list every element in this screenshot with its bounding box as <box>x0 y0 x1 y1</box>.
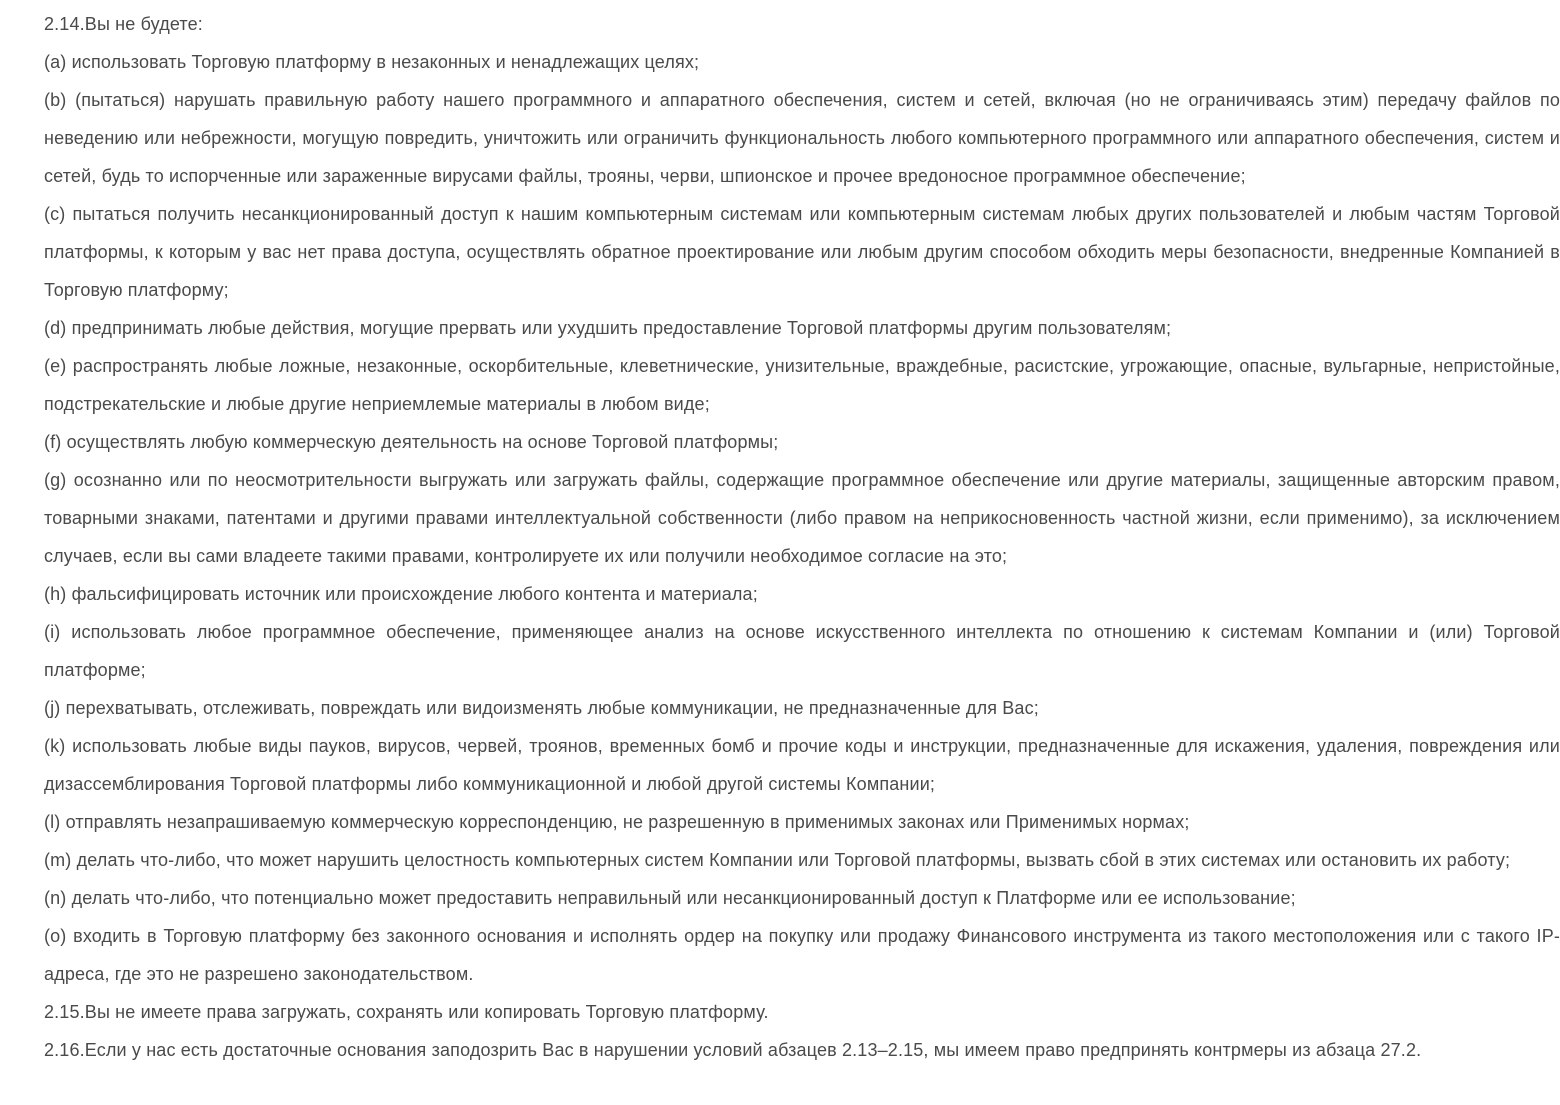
list-item-i: (i) использовать любое программное обеспечение, применяющее анализ на основе искусственного интеллекта по отношению к системам Компании и (или) Торговой платформе; <box>44 622 1560 680</box>
list-item-c: (c) пытаться получить несанкционированный доступ к нашим компьютерным системам или компьютерным системам любых других пользователей и любым частям Торговой платформы, к которым у вас нет права доступа, осуществлять обратное проектирование или любым другим способом обходить меры безопасности, внедренные Компанией в Торговую платформу; <box>44 204 1560 300</box>
list-item-k: (k) использовать любые виды пауков, вирусов, червей, троянов, временных бомб и прочие коды и инструкции, предназначенные для искажения, удаления, повреждения или дизассемблирования Торговой платформы либо коммуникационной и любой другой системы Компании; <box>44 736 1560 794</box>
list-item-m: (m) делать что-либо, что может нарушить целостность компьютерных систем Компании или Торговой платформы, вызвать сбой в этих системах или остановить их работу; <box>44 850 1511 870</box>
list-item-j: (j) перехватывать, отслеживать, повреждать или видоизменять любые коммуникации, не предназначенные для Вас; <box>44 698 1039 718</box>
clause-2-16: 2.16.Если у нас есть достаточные основания заподозрить Вас в нарушении условий абзацев 2.13–2.15, мы имеем право предпринять контрмеры из абзаца 27.2. <box>44 1040 1422 1060</box>
list-item-f: (f) осуществлять любую коммерческую деятельность на основе Торговой платформы; <box>44 432 779 452</box>
list-item-a: (a) использовать Торговую платформу в незаконных и ненадлежащих целях; <box>44 52 700 72</box>
list-item-d: (d) предпринимать любые действия, могущие прервать или ухудшить предоставление Торговой платформы другим пользователям; <box>44 318 1172 338</box>
terms-document <box>44 5 1560 1069</box>
list-item-h: (h) фальсифицировать источник или происхождение любого контента и материала; <box>44 584 758 604</box>
list-item-e: (e) распространять любые ложные, незаконные, оскорбительные, клеветнические, унизительные, враждебные, расистские, угрожающие, опасные, вульгарные, непристойные, подстрекательские и любые другие неприемлемые материалы в любом виде; <box>44 356 1560 414</box>
clause-2-14-heading: 2.14.Вы не будете: <box>44 14 203 34</box>
list-item-g: (g) осознанно или по неосмотрительности выгружать или загружать файлы, содержащие программное обеспечение или другие материалы, защищенные авторским правом, товарными знаками, патентами и другими правами интеллектуальной собственности (либо правом на неприкосновенность частной жизни, если применимо), за исключением случаев, если вы сами владеете такими правами, контролируете их или получили необходимое согласие на это; <box>44 470 1560 566</box>
list-item-l: (l) отправлять незапрашиваемую коммерческую корреспонденцию, не разрешенную в применимых законах или Применимых нормах; <box>44 812 1190 832</box>
list-item-n: (n) делать что-либо, что потенциально может предоставить неправильный или несанкционированный доступ к Платформе или ее использование; <box>44 888 1296 908</box>
list-item-o: (o) входить в Торговую платформу без законного основания и исполнять ордер на покупку или продажу Финансового инструмента из такого местоположения или с такого IP-адреса, где это не разрешено законодательством. <box>44 926 1560 984</box>
clause-2-15: 2.15.Вы не имеете права загружать, сохранять или копировать Торговую платформу. <box>44 1002 769 1022</box>
list-item-b: (b) (пытаться) нарушать правильную работу нашего программного и аппаратного обеспечения, систем и сетей, включая (но не ограничиваясь этим) передачу файлов по неведению или небрежности, могущую повредить, уничтожить или ограничить функциональность любого компьютерного программного или аппаратного обеспечения, систем и сетей, будь то испорченные или зараженные вирусами файлы, трояны, черви, шпионское и прочее вредоносное программное обеспечение; <box>44 90 1560 186</box>
